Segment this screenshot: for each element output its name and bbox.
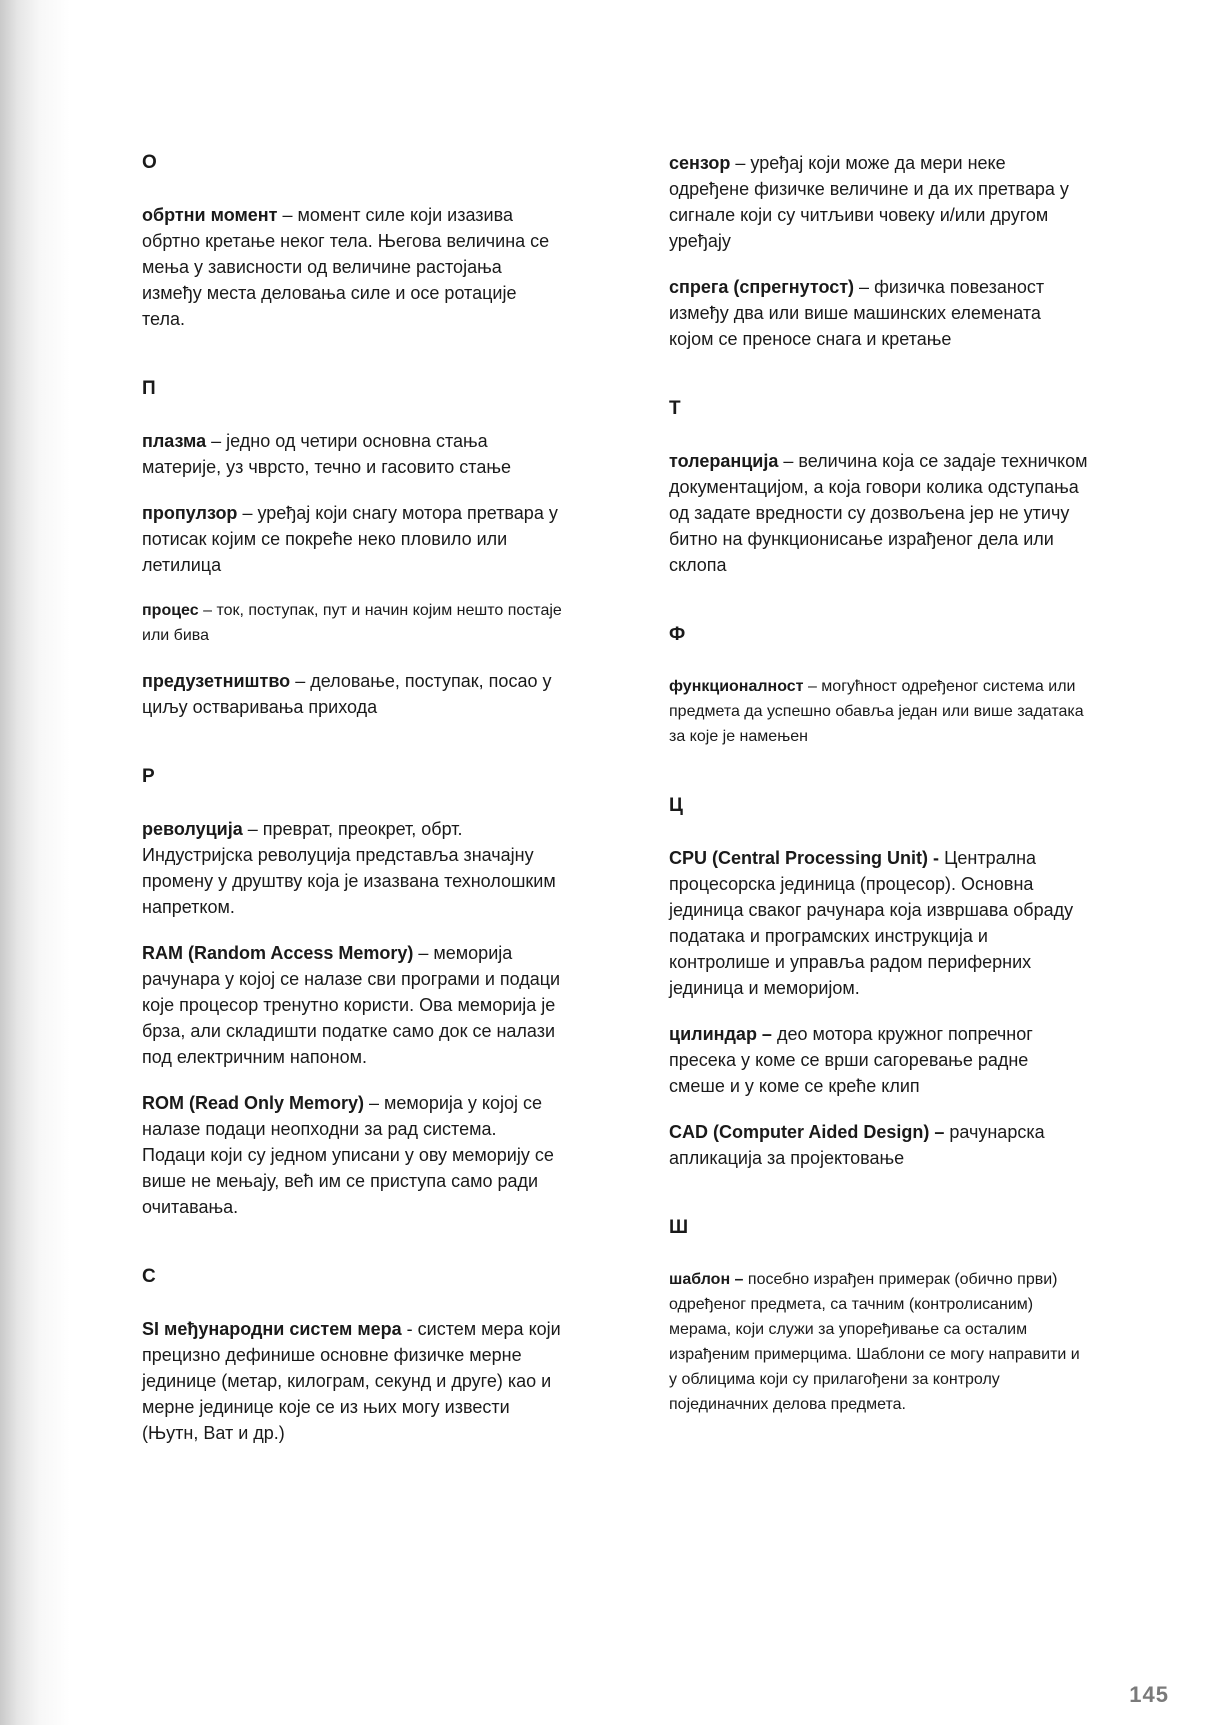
- glossary-term: предузетништво: [142, 671, 291, 691]
- glossary-entry: [142, 668, 562, 720]
- glossary-separator: –: [277, 205, 298, 225]
- section-letter: Ц: [669, 795, 683, 816]
- glossary-term: CAD (Computer Aided Design) –: [669, 1122, 945, 1142]
- glossary-separator: –: [730, 153, 751, 173]
- section-letter: С: [142, 1266, 156, 1287]
- glossary-definition: могућност одређеног система или предмета да успешно обавља један или више задатака за које је намењен: [669, 678, 1084, 745]
- glossary-entry: [142, 1316, 562, 1446]
- glossary-term: цилиндар –: [669, 1024, 772, 1044]
- glossary-definition: преврат, преокрет, обрт. Индустријска револуција представља значајну промену у друштву која је изазвана технолошким напретком.: [142, 819, 556, 917]
- page-number: 145: [1129, 1682, 1169, 1707]
- glossary-term: RAM (Random Access Memory): [142, 943, 414, 963]
- glossary-term: пропулзор: [142, 503, 238, 523]
- section-letter: Ф: [669, 624, 686, 645]
- glossary-term: SI међународни систем мера: [142, 1319, 402, 1339]
- glossary-separator: –: [778, 451, 799, 471]
- glossary-entry: [142, 1090, 562, 1220]
- glossary-definition: момент силе који изазива обртно кретање неког тела. Његова величина се мења у зависности од величине растојања између места деловања силе и осе ротације тела.: [142, 205, 550, 329]
- glossary-term: процес: [142, 602, 199, 619]
- glossary-entry: [669, 1119, 1089, 1171]
- glossary-separator: –: [854, 277, 875, 297]
- glossary-definition: ток, поступак, пут и начин којим нешто постаје или бива: [142, 602, 562, 644]
- glossary-term: револуција: [142, 819, 243, 839]
- glossary-entry: [669, 1021, 1089, 1099]
- glossary-term: ROM (Read Only Memory): [142, 1093, 365, 1113]
- glossary-term: сензор: [669, 153, 731, 173]
- glossary-separator: –: [364, 1093, 385, 1113]
- glossary-separator: –: [237, 503, 258, 523]
- glossary-separator: –: [803, 678, 822, 695]
- glossary-term: толеранција: [669, 451, 779, 471]
- glossary-separator: –: [290, 671, 311, 691]
- glossary-separator: -: [401, 1319, 418, 1339]
- glossary-entry: [669, 674, 1089, 749]
- glossary-term: обртни момент: [142, 205, 278, 225]
- glossary-definition: величина која се задаје техничком документацијом, а која говори колика одступања од задате вредности су дозвољена јер не утичу битно на функционисање израђеног дела или склопа: [669, 451, 1088, 575]
- glossary-term: CPU (Central Processing Unit) -: [669, 848, 940, 868]
- glossary-separator: –: [198, 602, 217, 619]
- section-letter: Р: [142, 766, 155, 787]
- glossary-entry: [669, 274, 1089, 352]
- glossary-definition: уређај који може да мери неке одређене физичке величине и да их претвара у сигнале који су читљиви човеку и/или другом уређају: [669, 153, 1069, 251]
- glossary-entry: [142, 500, 562, 578]
- glossary-entry: [142, 202, 562, 332]
- glossary-definition: деловање, поступак, посао у циљу остваривања прихода: [142, 671, 552, 717]
- glossary-definition: Централна процесорска јединица (процесор). Основна јединица сваког рачунара која извршава обраду података и програмских инструкција и контролише и управља радом периферних јединица и меморијом.: [669, 848, 1074, 998]
- glossary-entry: [142, 816, 562, 920]
- glossary-entry: [142, 428, 562, 480]
- glossary-definition: физичка повезаност између два или више машинских елемената којом се преносе снага и кретање: [669, 277, 1045, 349]
- glossary-entry: [669, 448, 1089, 578]
- glossary-term: функционалност: [669, 678, 804, 695]
- section-letter: Ш: [669, 1217, 689, 1238]
- glossary-entry: [669, 845, 1089, 1001]
- glossary-entry: [142, 598, 562, 648]
- section-letter: О: [142, 152, 157, 173]
- glossary-term: шаблон –: [669, 1271, 744, 1288]
- glossary-term: спрега (спрегнутост): [669, 277, 855, 297]
- glossary-definition: део мотора кружног попречног пресека у коме се врши сагоревање радне смеше и у коме се креће клип: [669, 1024, 1033, 1096]
- section-letter: Т: [669, 398, 681, 419]
- glossary-separator: –: [242, 819, 263, 839]
- glossary-definition: једно од четири основна стања материје, уз чврсто, течно и гасовито стање: [142, 431, 511, 477]
- glossary-definition: посебно израђен примерак (обично први) одређеног предмета, са тачним (контролисаним) мерама, који служи за упоређивање са осталим израђеним примерцима. Шаблони се могу направити и у облицима који су прилагођени за контролу појединачних делова предмета.: [669, 1271, 1080, 1413]
- glossary-column-right: [669, 150, 1089, 1437]
- glossary-definition: меморија рачунара у којој се налазе сви програми и подаци које процесор тренутно користи. Ова меморија је брза, али складишти податке само док се налази под електричним напоном.: [142, 943, 561, 1067]
- glossary-definition: рачунарска апликација за пројектовање: [669, 1122, 1045, 1168]
- glossary-definition: уређај који снагу мотора претвара у потисак којим се покреће неко пловило или летилица: [142, 503, 558, 575]
- glossary-entry: [669, 1267, 1089, 1417]
- glossary-definition: меморија у којој се налазе подаци неопходни за рад система. Подаци који су једном уписани у ову меморију се више не мењају, већ им се приступа само ради очитавања.: [142, 1093, 554, 1217]
- section-letter: П: [142, 378, 156, 399]
- glossary-column-left: [142, 150, 562, 1466]
- glossary-separator: –: [413, 943, 434, 963]
- glossary-term: плазма: [142, 431, 207, 451]
- glossary-definition: систем мера који прецизно дефинише основне физичке мерне јединице (метар, килограм, секунд и друге) као и мерне јединице које се из њих могу извести (Њутн, Ват и др.): [142, 1319, 561, 1443]
- glossary-separator: –: [206, 431, 227, 451]
- glossary-entry: [142, 940, 562, 1070]
- glossary-entry: [669, 150, 1089, 254]
